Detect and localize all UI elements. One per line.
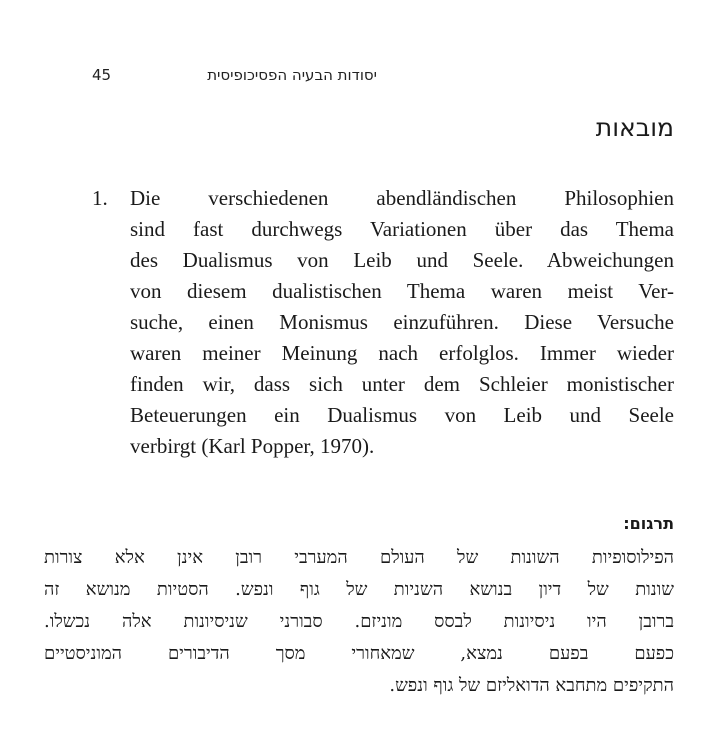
quote-line: suche, einen Monismus einzuführen. Diese Versuche xyxy=(130,310,674,334)
quote-line: Beteuerungen ein Dualismus von Leib und Seele xyxy=(130,403,674,427)
hebrew-translation xyxy=(44,542,674,702)
quote-line: finden wir, dass sich unter dem Schleier monistischer xyxy=(130,372,674,396)
translation-line: התקיפים מתחבא הדואליזם של גוף ונפש. xyxy=(389,675,674,696)
german-quote xyxy=(92,183,674,462)
quote-line: sind fast durchwegs Variationen über das Thema xyxy=(130,217,674,241)
translation-line: הפילוסופיות השונות של העולם המערבי רובן אינן אלא צורות xyxy=(44,547,674,568)
quote-line: verbirgt (Karl Popper, 1970). xyxy=(130,434,375,458)
quote-line: waren meiner Meinung nach erfolglos. Immer wieder xyxy=(130,341,674,365)
running-head-title: יסודות הבעיה הפסיכופיסית xyxy=(207,66,377,84)
quote-line: Die verschiedenen abendländischen Philosophien xyxy=(130,186,674,210)
translation-line: שונות של דיון בנושא השניות של גוף ונפש. הסטיות מנושא זה xyxy=(44,579,674,600)
quote-line: des Dualismus von Leib und Seele. Abweichungen xyxy=(130,248,674,272)
running-head xyxy=(92,66,377,84)
translation-label: תרגום: xyxy=(623,514,674,533)
translation-line: כפעם בפעם נמצא, שמאחורי מסך הדיבורים המוניסטיים xyxy=(44,643,674,664)
translation-line: ברובן היו ניסיונות לבסס מוניזם. סבורני שניסיונות אלה נכשלו. xyxy=(44,611,674,632)
quote-line: von diesem dualistischen Thema waren meist Ver- xyxy=(130,279,674,303)
section-title: מובאות xyxy=(595,113,674,142)
page-number: 45 xyxy=(92,66,112,84)
quote-number: 1. xyxy=(92,186,108,210)
